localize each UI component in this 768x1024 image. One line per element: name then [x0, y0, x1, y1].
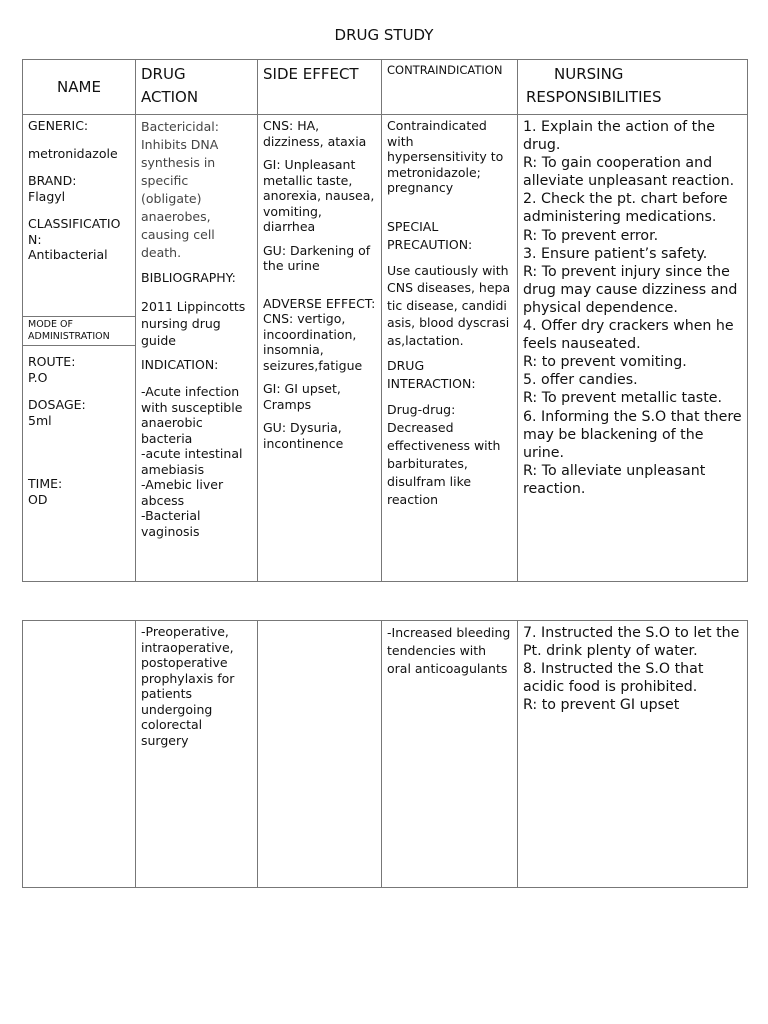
nursing-item: 3. Ensure patient’s safety. — [523, 245, 708, 262]
bibliography-label: BIBLIOGRAPHY: — [141, 270, 236, 285]
header-drug-action-line1: DRUG — [141, 65, 186, 83]
header-contraindication: CONTRAINDICATION — [382, 60, 518, 115]
bibliography-value: 2011 Lippincotts nursing drug guide — [141, 298, 246, 348]
contraindication-text: Contraindicated with hypersensitivity to metronidazole; pregnancy — [387, 118, 504, 195]
side-effect-gu: GU: Darkening of the urine — [263, 242, 371, 273]
adverse-gi: GI: GI upset, Cramps — [263, 381, 341, 412]
side-effect-cns: CNS: HA, dizziness, ataxia — [263, 118, 367, 149]
header-side-effect: SIDE EFFECT — [258, 60, 382, 115]
dosage-label: DOSAGE: — [28, 397, 86, 412]
indication-item: -Acute infection with susceptible anaerobic bacteria — [141, 384, 243, 446]
header-name: NAME — [23, 60, 136, 115]
drug-action-cell — [136, 115, 258, 582]
route-value: P.O — [28, 369, 48, 385]
header-nursing-line2: RESPONSIBILITIES — [526, 88, 662, 106]
nursing-item: R: to prevent vomiting. — [523, 354, 687, 371]
header-drug-action-line2: ACTION — [141, 88, 199, 106]
classification-value: Antibacterial — [28, 247, 108, 262]
nursing-item: 7. Instructed the S.O to let the Pt. drink plenty of water. — [523, 625, 740, 660]
indication-label: INDICATION: — [141, 356, 219, 372]
special-precaution-text: Use cautiously with CNS diseases, hepatic disease, candidiasis, blood dyscrasias,lactation. — [387, 262, 511, 348]
nursing-item: R: To prevent injury since the drug may cause dizziness and physical dependence. — [523, 263, 738, 316]
indication-item: -Amebic liver abcess — [141, 477, 224, 508]
header-row — [23, 60, 748, 115]
page-title: DRUG STUDY — [334, 26, 434, 44]
time-value: OD — [28, 491, 48, 507]
indication-item: -acute intestinal amebiasis — [141, 446, 243, 477]
time-label: TIME: — [28, 476, 63, 491]
nursing-item: 8. Instructed the S.O that acidic food is prohibited. — [523, 661, 704, 696]
drug-action-cell-continued — [136, 621, 258, 888]
nursing-item: 4. Offer dry crackers when he feels nauseated. — [523, 318, 734, 353]
mode-of-administration: MODE OF ADMINISTRATION — [23, 316, 135, 346]
content-row-continued — [23, 621, 748, 888]
indication-item-continued: -Preoperative, intraoperative, postoperative prophylaxis for patients undergoing colorectal surgery — [141, 624, 235, 748]
generic-value: metronidazole — [28, 145, 118, 161]
brand-value: Flagyl — [28, 188, 66, 204]
dosage-value: 5ml — [28, 412, 52, 428]
nursing-item: R: To prevent metallic taste. — [523, 390, 722, 407]
side-effect-cell-continued — [258, 621, 382, 888]
side-effect-gi: GI: Unpleasant metallic taste, anorexia, nausea, vomiting, diarrhea — [263, 157, 375, 234]
drug-study-table — [22, 59, 748, 582]
special-precaution-label: SPECIAL PRECAUTION: — [387, 218, 473, 252]
contraindication-cell-continued — [382, 621, 518, 888]
nursing-item: 6. Informing the S.O that there may be blackening of the urine. — [523, 408, 742, 461]
content-row — [23, 115, 748, 582]
nursing-cell — [518, 115, 748, 582]
nursing-cell-continued — [518, 621, 748, 888]
generic-label: GENERIC: — [28, 118, 89, 133]
nursing-item: 5. offer candies. — [523, 372, 638, 389]
drug-action-text: Bactericidal: Inhibits DNA synthesis in specific (obligate) anaerobes, causing cell death. — [141, 119, 219, 260]
adverse-label: ADVERSE EFFECT: — [263, 295, 376, 311]
nursing-item: R: To gain cooperation and alleviate unpleasant reaction. — [523, 155, 735, 190]
classification-label: CLASSIFICATION: — [28, 216, 121, 247]
side-effect-cell — [258, 115, 382, 582]
route-label: ROUTE: — [28, 354, 76, 369]
name-cell — [23, 115, 136, 582]
drug-study-table-continued — [22, 620, 748, 888]
brand-label: BRAND: — [28, 173, 77, 188]
adverse-gu: GU: Dysuria, incontinence — [263, 420, 344, 451]
drug-interaction-label: DRUG INTERACTION: — [387, 358, 476, 391]
nursing-item: 2. Check the pt. chart before administering medications. — [523, 191, 728, 226]
contraindication-cell — [382, 115, 518, 582]
name-cell-continued — [23, 621, 136, 888]
nursing-item: R: to prevent GI upset — [523, 697, 680, 714]
drug-interaction-continued: -Increased bleeding tendencies with oral anticoagulants — [387, 625, 511, 676]
drug-interaction-text: Drug-drug: Decreased effectiveness with barbiturates, disulfram like reaction — [387, 402, 501, 507]
header-nursing-line1: NURSING — [554, 65, 624, 83]
adverse-cns: CNS: vertigo, incoordination, insomnia, seizures,fatigue — [263, 311, 363, 373]
indication-item: -Bacterial vaginosis — [141, 508, 201, 539]
nursing-item: R: To alleviate unpleasant reaction. — [523, 462, 706, 497]
nursing-item: 1. Explain the action of the drug. — [523, 119, 715, 154]
header-drug-action — [136, 60, 258, 115]
nursing-item: R: To prevent error. — [523, 227, 659, 244]
header-nursing — [518, 60, 748, 115]
